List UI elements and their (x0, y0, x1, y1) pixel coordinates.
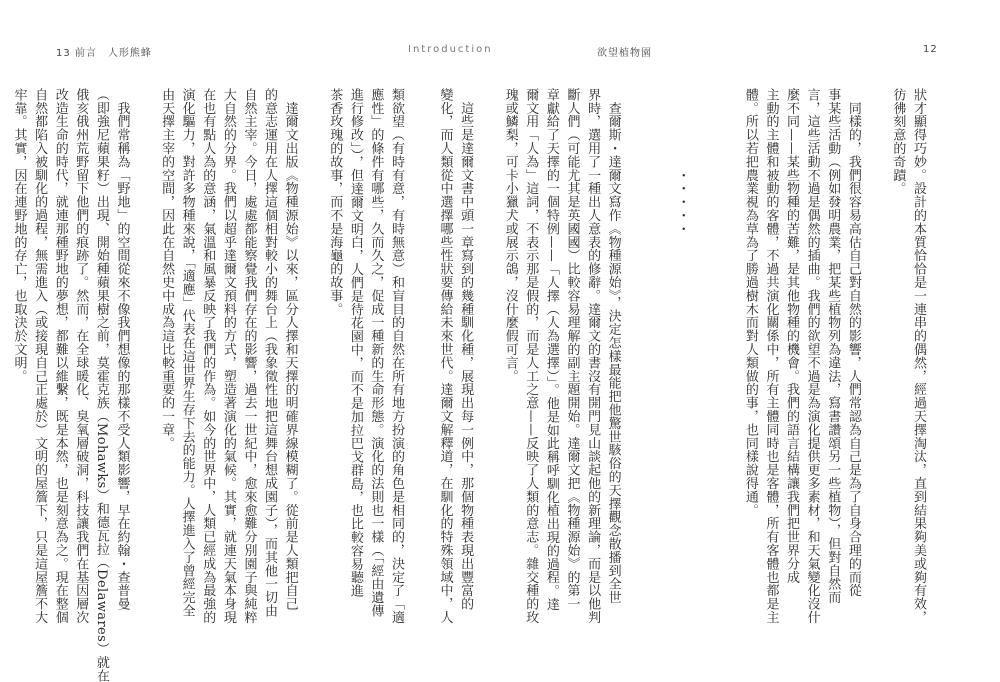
text-column (131, 88, 155, 608)
text-column (691, 88, 715, 608)
right-page-body (437, 88, 928, 624)
text-column: 達爾文出版《物種源始》以來，區分人擇和天擇的明確界線模糊了。從前是人類把自己 (282, 88, 298, 611)
text-column: 改造生命的時代，就連那種野地的夢想，都難以維繫，既是本然，也是刻意為之。現在整個 (52, 88, 68, 624)
text-column (863, 88, 887, 608)
text-column: 斷人們（可能尤其是英國國）比較容易理解的副主題開始。達爾文把《物種源始》的第一 (564, 88, 580, 611)
text-column: 這些是達爾文書中頭一章寫到的幾種馴化種，展現出每一例中，那個物種表現出豐富的 (458, 88, 474, 611)
text-column (647, 88, 671, 608)
text-column: 進行修改」），但達爾文明白，人們是待花園中，而不是加拉巴戈群島，也比較容易聽進 (347, 88, 363, 598)
text-column: 主動的主體和被動的客體，不過共演化關係中，所有主體同時也是客體，所有客體也都是主 (763, 88, 779, 624)
text-column: 同樣的，我們很容易高估自己對自然的影響，人們常認為自己是為了自身合理的而從 (845, 88, 861, 598)
text-column: 類欲望（有時有意，有時無意）和盲目的自然在所有地方扮演的角色是相同的，決定了「適 (389, 88, 404, 624)
text-column: 的意志運用在人擇這個相對較小的舞台上（我象徵性地把這舞台想成園子），而其他一切由 (262, 88, 278, 618)
right-page-number: 12 (923, 44, 938, 55)
text-column: 彷彿刻意的奇蹟。 (890, 88, 906, 196)
text-column: 查爾斯・達爾文寫作《物種源始》，決定怎樣最能把他驚世駭俗的天擇觀念散播到全世 (605, 88, 621, 605)
text-column: 茶香玫瑰的故事，而不是海龜的故事。 (327, 88, 343, 316)
text-column: ・・・・・ (674, 88, 690, 236)
text-column: 演化驅力，對許多物種來說，「適應」代表在這世界生存下去的能力。人擇進入了曾經完全 (179, 88, 195, 618)
text-column: 牢靠。其實，因在連野地的存亡，也取決於文明。 (11, 88, 27, 383)
text-column: 大自然的分界。我們以超乎達爾文預料的方式，塑造著演化的氣候。其實，就連天氣本身現 (220, 88, 236, 624)
text-column (623, 88, 647, 608)
text-column (715, 88, 739, 608)
text-column: 爾文用「人為」這詞，不表示那是假的，而是人工之意——反映了人類的意志。雜交種的玫 (523, 88, 539, 624)
text-column: 應性」的條件有哪些，久而久之，促成一種新的生命形態。演化的法則也一樣（「經由遺傳 (368, 88, 384, 618)
text-column: 狀才顯得巧妙。設計的本質恰恰是一連串的偶然，經過天擇淘汰，直到結果夠美或夠有效， (911, 88, 926, 624)
text-column: 章獻給了天擇的一個特例——「人擇（人為選擇）」。他是如此稱呼馴化植出現的過程。達 (543, 88, 559, 611)
text-column: 俄亥俄州荒野留下他們的痕跡了。然而，在全球暖化、臭氧層破洞，科技讓我們在基因層次 (73, 88, 89, 624)
left-running-header: 13 前言 人形熊蜂 (56, 48, 152, 59)
text-column: 自然主宰。今日，處處都能察覺我們存在的影響，過去一世紀中，愈來愈難分別園子與純粹 (241, 88, 257, 624)
text-column: 言，這些活動不過是偶然的插曲。我們的欲望不過是為演化提供更多素材，和天氣變化沒什 (804, 88, 820, 624)
text-column: 麼不同——某些物種的苦難，是其他物種的機會。我們的語言結構讓我們把世界分成 (784, 88, 800, 584)
text-column: 自然都陷入被馴化的過程，無需進入（或接現自己正處於）文明的屋簷下，只是這屋簷不大 (32, 88, 48, 624)
right-running-header: 欲望植物園 (597, 48, 652, 59)
text-column: （即強尼蘋果籽）出現、開始種蘋果樹之前，莫霍克族（Mohawks）和德瓦拉（Delawares）就在 (93, 88, 109, 682)
text-column: 由天擇主宰的空間，因此在自然史中成為這比較重要的一章。 (159, 88, 175, 450)
text-column: 在也有點人為的意涵，氣溫和風暴反映了我們的作為。如今的世界中，人類已經成為最強的 (200, 88, 216, 624)
text-column: 體。所以若把農業視為草為了勝過樹木而對人類做的事，也同樣說得通。 (742, 88, 758, 517)
text-column (475, 88, 499, 608)
text-column: 我們常稱為「野地」的空間從來不像我們想像的那樣不受人類影響，早在約翰・查普曼 (114, 88, 130, 611)
text-column: 瑰或鱗梨，可卡小獵犬或展示鴿，沒什麼假可言。 (502, 88, 518, 383)
text-column: 界時，選用了一種出人意表的修辭。達爾文的書沒有開門見山談起他的新理論，而是以他判 (585, 88, 601, 624)
text-column (300, 88, 324, 608)
text-column (0, 88, 8, 608)
text-column: 變化，而人類從中選擇哪些性狀要傳給未來世代。達爾文解釋道，在馴化的特殊領域中，人 (437, 88, 453, 624)
left-page-body (11, 88, 406, 682)
text-column: 事某些活動（例如發明農業，把某些植物列為違法，寫書讚頌另一些植物），但對自然而 (825, 88, 841, 605)
section-label: Introduction (408, 44, 493, 55)
